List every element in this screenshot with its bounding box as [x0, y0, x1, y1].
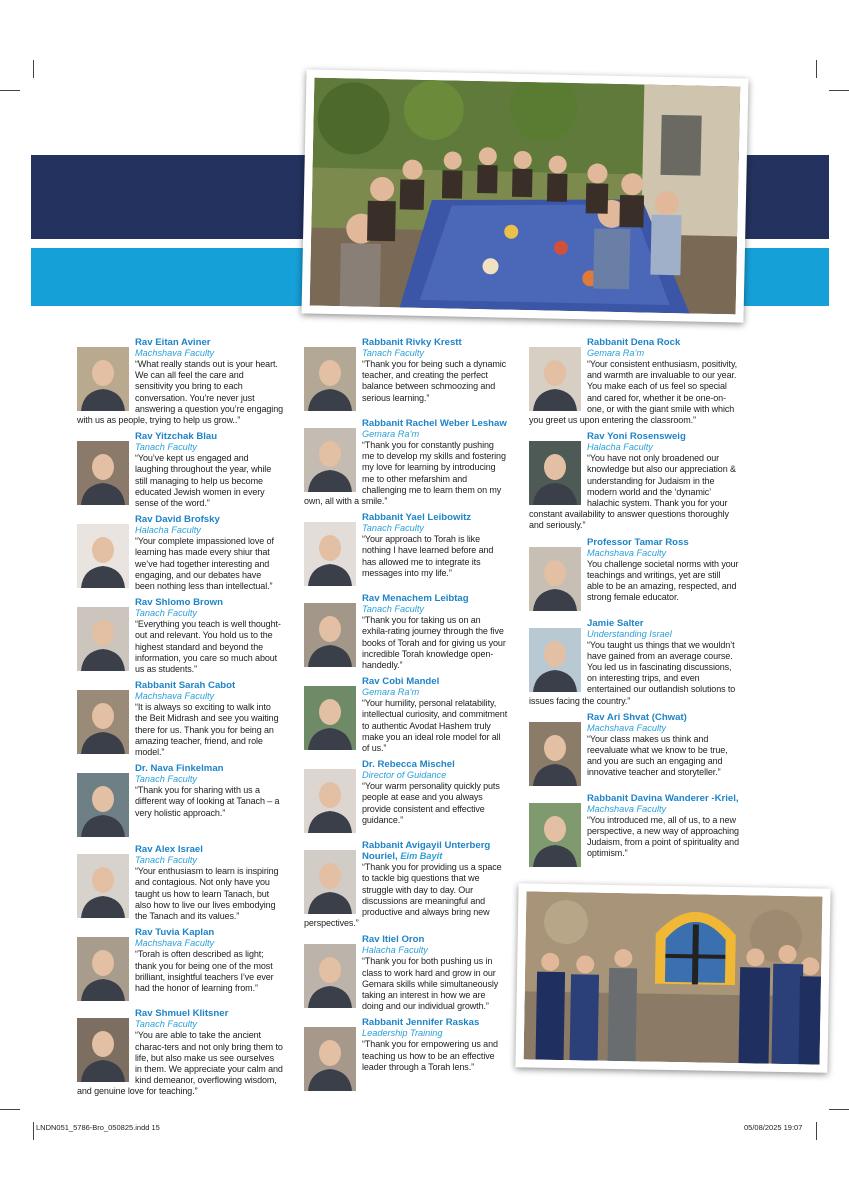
portrait-silhouette-icon — [77, 937, 129, 1001]
testimonial-column-1 — [77, 337, 283, 1103]
faculty-portrait — [529, 803, 581, 867]
faculty-portrait — [77, 937, 129, 1001]
crop-mark — [829, 1109, 849, 1110]
faculty-name: Rav Tuvia Kaplan — [135, 927, 215, 939]
faculty-quote: “Thank you for constantly pushing me to develop my skills and fostering my love for learning by introducing me to other mefarshim and challenging me to learn them on my own, all with a smile.” — [304, 440, 506, 507]
faculty-title: Machshava Faculty — [135, 938, 215, 949]
faculty-portrait — [529, 628, 581, 692]
faculty-quote: “Thank you for being such a dynamic teacher, and creating the perfect balance between schmoozing and serious learning.” — [362, 359, 507, 403]
faculty-name: Professor Tamar Ross — [587, 536, 689, 548]
print-slug-timestamp: 05/08/2025 19:07 — [744, 1123, 803, 1132]
portrait-silhouette-icon — [304, 603, 356, 667]
testimonial-entry — [304, 418, 508, 507]
faculty-name: Rav Shlomo Brown — [135, 597, 223, 609]
faculty-portrait — [77, 607, 129, 671]
faculty-title: Gemara Ra’m — [362, 687, 420, 698]
portrait-silhouette-icon — [304, 428, 356, 492]
testimonial-entry — [304, 337, 508, 413]
faculty-title: Machshava Faculty — [587, 803, 667, 814]
testimonial-entry — [77, 763, 283, 839]
faculty-name: Rabbanit Jennifer Raskas — [362, 1017, 480, 1029]
testimonial-entry — [529, 337, 739, 426]
faculty-name: Rabbanit Rivky Krestt — [362, 337, 462, 348]
faculty-title: Tanach Faculty — [362, 348, 424, 358]
testimonial-entry — [77, 597, 283, 675]
faculty-title: Gemara Ra’m — [587, 348, 645, 358]
print-slug-file: LNDN051_5786-Bro_050825.indd 15 — [36, 1123, 160, 1132]
faculty-name-text: Rabbanit Avigayil Unterberg Nouriel, — [362, 840, 491, 863]
portrait-silhouette-icon — [77, 854, 129, 918]
testimonial-entry — [77, 844, 283, 922]
testimonial-entry — [529, 793, 739, 869]
faculty-quote: You challenge societal norms with your teachings and writings, yet are still able to be an amazing, respected, and strong female educator. — [587, 558, 739, 603]
portrait-silhouette-icon — [77, 347, 129, 411]
portrait-silhouette-icon — [529, 547, 581, 611]
faculty-title: Tanach Faculty — [135, 608, 197, 619]
faculty-name: Rabbanit Sarah Cabot — [135, 680, 236, 692]
portrait-silhouette-icon — [77, 441, 129, 505]
faculty-title: Machshava Faculty — [587, 547, 667, 558]
faculty-title: Tanach Faculty — [362, 523, 424, 534]
faculty-quote: “Everything you teach is well thought-out and relevant. You hold us to the highest standard and beyond the information, you care so much about us as students.” — [135, 619, 281, 675]
faculty-quote: “Thank you for sharing with us a different way of looking at Tanach – a very holistic approach.” — [135, 785, 280, 818]
faculty-name: Rabbanit Yael Leibowitz — [362, 512, 472, 524]
group-dinner-photo — [301, 69, 748, 322]
testimonial-column-3 — [529, 337, 739, 874]
faculty-portrait — [77, 1018, 129, 1082]
testimonial-entry — [529, 618, 739, 707]
testimonial-entry — [304, 593, 508, 671]
faculty-portrait — [304, 769, 356, 833]
portrait-silhouette-icon — [529, 441, 581, 505]
faculty-portrait — [529, 547, 581, 611]
testimonial-entry — [529, 537, 739, 613]
faculty-portrait — [529, 347, 581, 411]
faculty-quote: “You introduced me, all of us, to a new perspective, a new way of approaching Judaism, from a point of spirituality and optimism.” — [587, 814, 739, 859]
faculty-title: Machshava Faculty — [135, 691, 215, 702]
faculty-name: Rabbanit Dena Rock — [587, 337, 681, 348]
faculty-portrait — [77, 773, 129, 837]
faculty-quote: “Torah is often described as light; thank you for being one of the most brilliant, insightful teachers I’ve ever had the honor of learning from.” — [135, 949, 274, 993]
faculty-title: Leadership Training — [362, 1028, 443, 1039]
portrait-silhouette-icon — [304, 1027, 356, 1091]
faculty-title: Halacha Faculty — [362, 945, 428, 956]
faculty-quote: “You taught us things that we wouldn’t have gained from an average course. You led us in fascinating discussions, on interesting trips, and even entertained our outlandish solutions to issues facing the country.” — [529, 639, 736, 706]
testimonial-entry — [529, 431, 739, 531]
faculty-quote: “Thank you for taking us on an exhila-rating journey through the five books of Torah and for giving us your incredible Torah knowledge open-handedly.” — [362, 615, 506, 671]
faculty-title: Director of Guidance — [362, 770, 447, 781]
faculty-title: Eim Bayit — [400, 851, 443, 862]
testimonial-entry — [77, 514, 283, 592]
crop-mark — [829, 90, 849, 91]
faculty-title: Tanach Faculty — [135, 442, 197, 453]
portrait-silhouette-icon — [77, 773, 129, 837]
faculty-name: Rav Cobi Mandel — [362, 676, 440, 688]
testimonial-entry — [304, 934, 508, 1012]
faculty-quote: “You have not only broadened our knowledge but also our appreciation & understanding for Judaism in the modern world and the ‘dynamic’ halachic system. Thank you for your constant availability to answer questions thoroughly and seriously.” — [529, 453, 736, 531]
faculty-portrait — [304, 603, 356, 667]
testimonial-entry — [77, 337, 283, 426]
faculty-title: Tanach Faculty — [135, 855, 197, 866]
faculty-name: Rav Ari Shvat (Chwat) — [587, 711, 687, 723]
faculty-quote: “Your warm personality quickly puts people at ease and you always provide consistent and effective guidance.” — [362, 781, 500, 825]
portrait-silhouette-icon — [304, 686, 356, 750]
testimonial-entry — [77, 1008, 283, 1097]
faculty-portrait — [304, 1027, 356, 1091]
crop-mark — [0, 1109, 20, 1110]
faculty-quote: “You’ve kept us engaged and laughing throughout the year, while still managing to help us become educated Jewish women in every sense of the word.” — [135, 453, 272, 509]
faculty-quote: “Your complete impassioned love of learning has made every shiur that we’ve had together interesting and engaging, and our debates have been nothing less than intellectual.” — [135, 536, 274, 592]
stained-glass-tour-photo — [515, 883, 830, 1072]
faculty-title: Tanach Faculty — [135, 1019, 197, 1030]
portrait-silhouette-icon — [529, 722, 581, 786]
testimonial-column-2 — [304, 337, 508, 1098]
portrait-silhouette-icon — [529, 628, 581, 692]
crop-mark — [33, 60, 34, 78]
faculty-name: Rav Eitan Aviner — [135, 337, 211, 348]
portrait-silhouette-icon — [304, 522, 356, 586]
faculty-portrait — [529, 441, 581, 505]
faculty-quote: “It is always so exciting to walk into the Beit Midrash and see you waiting there for us. Thank you for being an amazing teacher, friend, and role model.” — [135, 702, 279, 758]
faculty-name: Rabbanit Rachel Weber Leshaw — [362, 418, 507, 429]
faculty-portrait — [304, 428, 356, 492]
portrait-silhouette-icon — [77, 1018, 129, 1082]
faculty-name: Rav Yitzchak Blau — [135, 431, 218, 443]
faculty-portrait — [304, 686, 356, 750]
portrait-silhouette-icon — [304, 944, 356, 1008]
faculty-portrait — [529, 722, 581, 786]
faculty-quote: “Your enthusiasm to learn is inspiring and contagious. Not only have you taught us how to learn Tanach, but also how to live our lives embodying the Tanach and its values.” — [135, 866, 279, 922]
group-dinner-illustration — [310, 78, 741, 315]
faculty-name: Rabbanit Davina Wanderer -Kriel, — [587, 792, 739, 804]
faculty-quote: “Your class makes us think and reevaluate what we know to be true, and you are such an engaging and innovative teacher and storyteller.” — [587, 733, 728, 778]
testimonial-entry — [77, 431, 283, 509]
portrait-silhouette-icon — [529, 347, 581, 411]
faculty-title: Gemara Ra’m — [362, 429, 420, 439]
faculty-title: Halacha Faculty — [135, 525, 201, 536]
portrait-silhouette-icon — [77, 607, 129, 671]
faculty-title: Tanach Faculty — [362, 604, 424, 615]
crop-mark — [816, 1122, 817, 1140]
faculty-name: Dr. Nava Finkelman — [135, 763, 224, 775]
portrait-silhouette-icon — [304, 850, 356, 914]
faculty-portrait — [304, 347, 356, 411]
faculty-portrait — [77, 854, 129, 918]
portrait-silhouette-icon — [304, 769, 356, 833]
testimonial-entry — [77, 680, 283, 758]
faculty-quote: “Your consistent enthusiasm, positivity, and warmth are invaluable to our year. You make each of us feel so special and cared for, whether it be one-on-one, or with the giant smile with which you greet us upon entering the classroom.” — [529, 359, 738, 426]
faculty-title: Machshava Faculty — [135, 348, 215, 358]
portrait-silhouette-icon — [77, 690, 129, 754]
faculty-portrait — [77, 524, 129, 588]
faculty-name: Rav Alex Israel — [135, 844, 203, 856]
faculty-name: Rav David Brofsky — [135, 514, 220, 526]
faculty-quote: “You are able to take the ancient charac-ters and not only bring them to life, but also make us see ourselves in them. We appreciate your calm and kind demeanor, overflowing wisdom, and genuine love for teaching.” — [77, 1030, 283, 1097]
testimonial-entry — [529, 712, 739, 788]
faculty-portrait — [77, 690, 129, 754]
faculty-quote: “Thank you for providing us a space to tackle big questions that we struggle with day to day. Our discussions are meaningful and productive and always bring new perspectives.” — [304, 862, 502, 929]
faculty-title: Tanach Faculty — [135, 774, 197, 785]
testimonial-entry — [304, 840, 508, 929]
faculty-name: Rav Itiel Oron — [362, 934, 425, 946]
testimonial-entry — [77, 927, 283, 1003]
faculty-quote: “Your humility, personal relatability, intellectual curiosity, and commitment to authentic Avodat Hashem truly make you an ideal role model for all of us.” — [362, 698, 508, 754]
portrait-silhouette-icon — [529, 803, 581, 867]
crop-mark — [0, 90, 20, 91]
portrait-silhouette-icon — [77, 524, 129, 588]
faculty-title: Machshava Faculty — [587, 722, 667, 733]
faculty-portrait — [77, 347, 129, 411]
faculty-name: Rav Yoni Rosensweig — [587, 431, 686, 443]
faculty-portrait — [304, 522, 356, 586]
faculty-portrait — [77, 441, 129, 505]
testimonial-entry — [304, 676, 508, 754]
faculty-quote: “What really stands out is your heart. We can all feel the care and sensitivity you bring to each conversation. You’re never just answering a question you’re engaging with us as people, trying to help us grow..” — [77, 359, 284, 426]
faculty-name: Jamie Salter — [587, 617, 644, 629]
faculty-title: Understanding Israel — [587, 628, 672, 639]
portrait-silhouette-icon — [304, 347, 356, 411]
testimonial-entry — [304, 759, 508, 835]
faculty-quote: “Your approach to Torah is like nothing I have learned before and has allowed me to integrate its messages into my life.” — [362, 534, 494, 578]
faculty-title: Halacha Faculty — [587, 442, 653, 453]
testimonial-entry — [304, 1017, 508, 1093]
faculty-name: Rav Menachem Leibtag — [362, 593, 469, 605]
stained-glass-tour-illustration — [524, 891, 823, 1064]
faculty-quote: “Thank you for both pushing us in class to work hard and grow in our Gemara skills while simultaneously taking an interest in how we are doing and our individual growth.” — [362, 956, 499, 1012]
faculty-name: Dr. Rebecca Mischel — [362, 759, 455, 771]
faculty-name: Rav Shmuel Klitsner — [135, 1008, 229, 1020]
faculty-portrait — [304, 850, 356, 914]
faculty-portrait — [304, 944, 356, 1008]
crop-mark — [33, 1122, 34, 1140]
testimonial-entry — [304, 512, 508, 588]
faculty-quote: “Thank you for empowering us and teaching us how to be an effective leader through a Torah lens.” — [362, 1039, 498, 1072]
crop-mark — [816, 60, 817, 78]
